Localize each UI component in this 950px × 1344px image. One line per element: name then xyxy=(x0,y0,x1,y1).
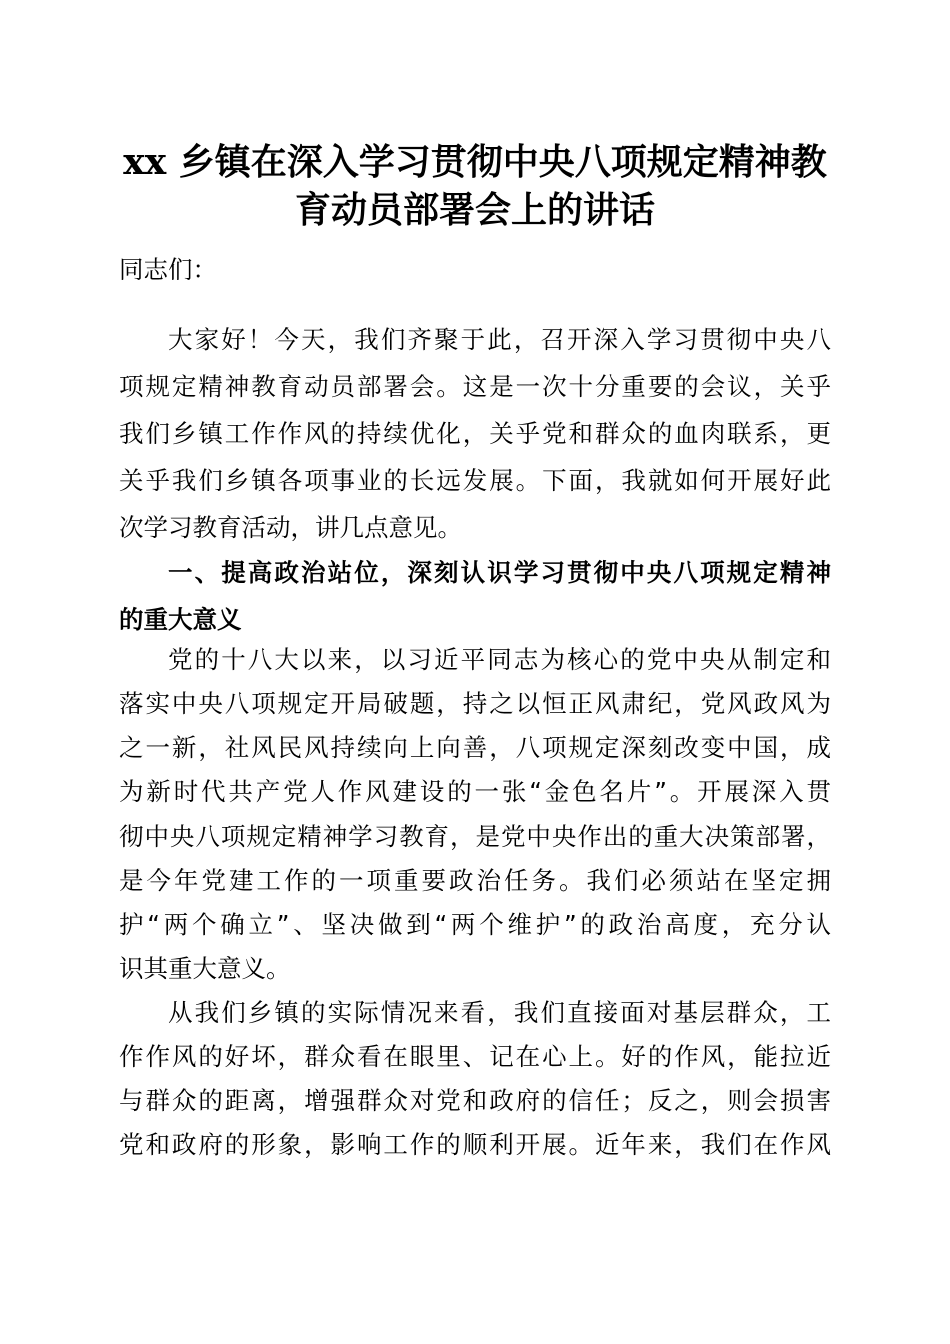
paragraph-1-line: 我们乡镇工作作风的持续优化，关乎党和群众的血肉联系，更 xyxy=(119,419,831,448)
document-title-line-2: 育动员部署会上的讲话 xyxy=(294,189,655,231)
paragraph-1-line: 大家好！今天，我们齐聚于此，召开深入学习贯彻中央八 xyxy=(168,325,831,354)
paragraph-1-line: 项规定精神教育动员部署会。这是一次十分重要的会议，关乎 xyxy=(119,372,831,401)
section-heading-line: 一、提高政治站位，深刻认识学习贯彻中央八项规定精神 xyxy=(168,558,831,587)
paragraph-2-line: 之一新，社风民风持续向上向善，八项规定深刻改变中国，成 xyxy=(119,733,831,762)
paragraph-3-line: 作作风的好坏，群众看在眼里、记在心上。好的作风，能拉近 xyxy=(119,1042,831,1071)
paragraph-2-line: 为新时代共产党人作风建设的一张“金色名片”。开展深入贯 xyxy=(119,777,831,806)
paragraph-2-line: 落实中央八项规定开局破题，持之以恒正风肃纪，党风政风为 xyxy=(119,689,831,718)
paragraph-1-line: 关乎我们乡镇各项事业的长远发展。下面，我就如何开展好此 xyxy=(119,466,831,495)
salutation: 同志们： xyxy=(119,255,217,284)
paragraph-3-line: 从我们乡镇的实际情况来看，我们直接面对基层群众，工 xyxy=(168,998,831,1027)
paragraph-3-line: 党和政府的形象，影响工作的顺利开展。近年来，我们在作风 xyxy=(119,1130,831,1159)
paragraph-2-line: 彻中央八项规定精神学习教育，是党中央作出的重大决策部署， xyxy=(119,822,831,851)
paragraph-1-line: 次学习教育活动，讲几点意见。 xyxy=(119,513,462,542)
paragraph-2-line: 识其重大意义。 xyxy=(119,954,291,983)
paragraph-2-line: 党的十八大以来，以习近平同志为核心的党中央从制定和 xyxy=(168,645,831,674)
paragraph-2-line: 护“两个确立”、坚决做到“两个维护”的政治高度，充分认 xyxy=(119,910,831,939)
paragraph-2-line: 是今年党建工作的一项重要政治任务。我们必须站在坚定拥 xyxy=(119,866,831,895)
paragraph-3-line: 与群众的距离，增强群众对党和政府的信任；反之，则会损害 xyxy=(119,1086,831,1115)
document-title-line-1: xx 乡镇在深入学习贯彻中央八项规定精神教 xyxy=(123,141,827,183)
section-heading-line: 的重大意义 xyxy=(119,605,242,634)
